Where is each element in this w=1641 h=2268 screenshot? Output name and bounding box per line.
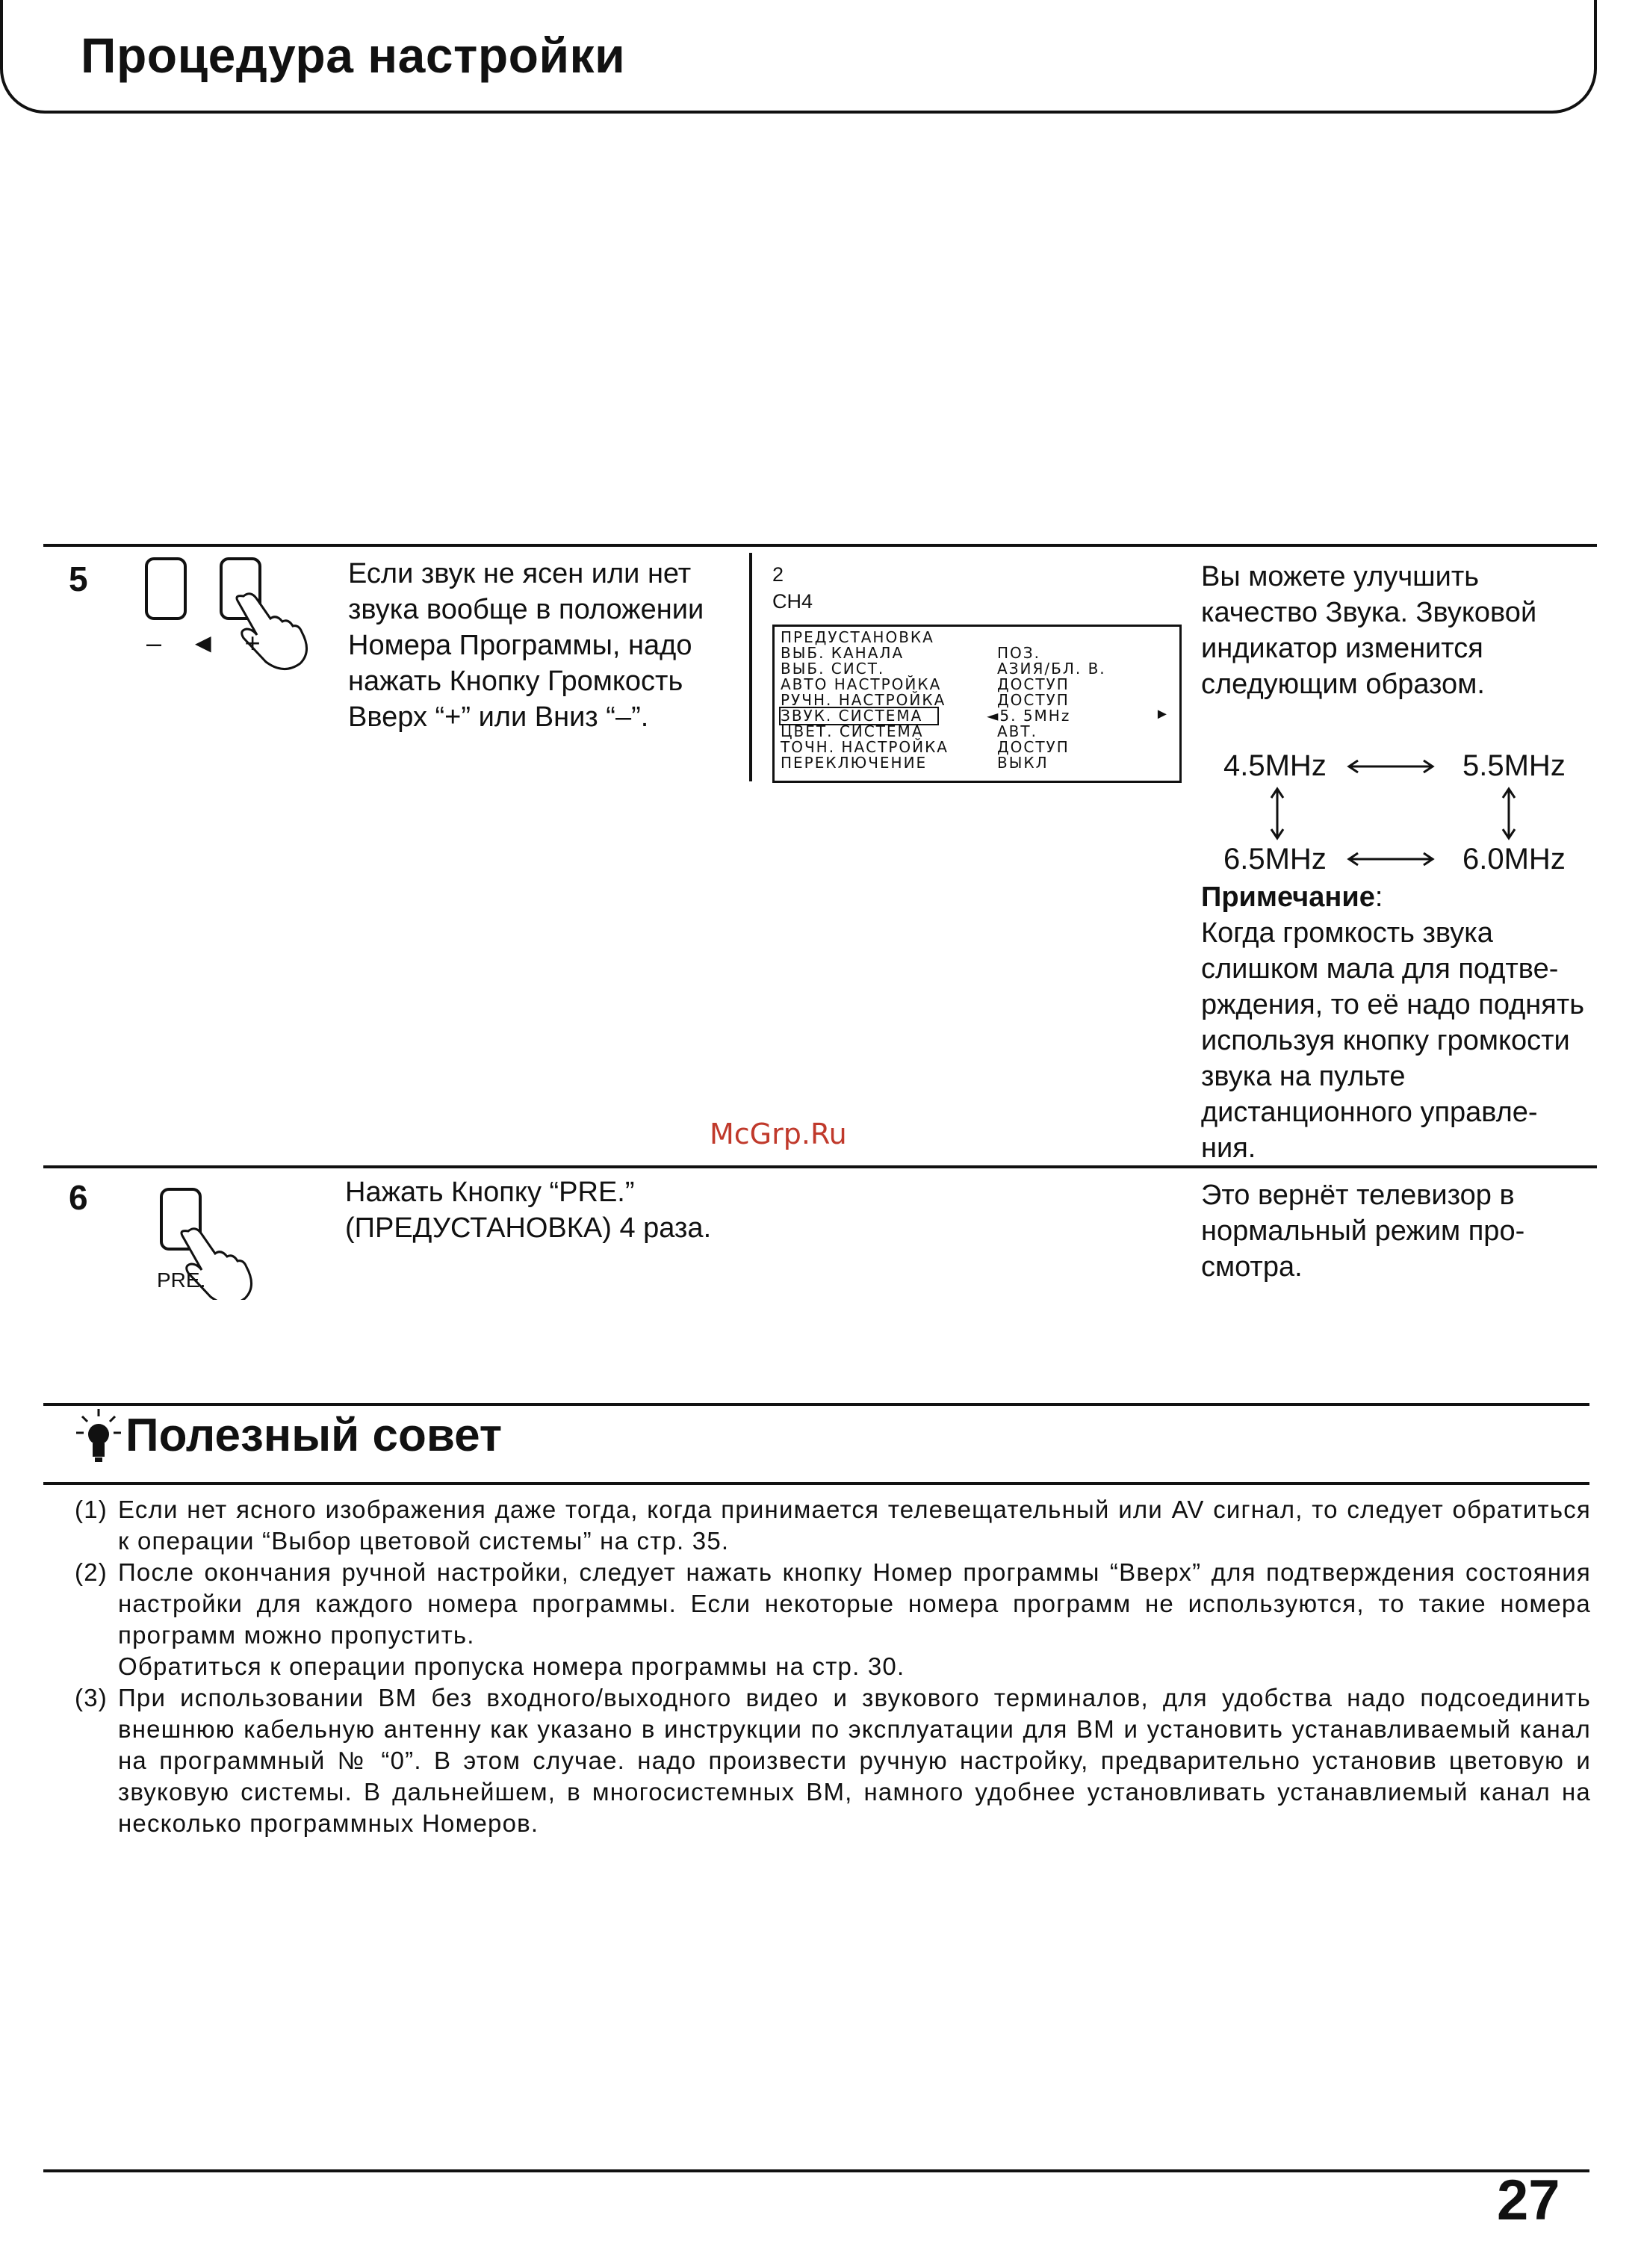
- watermark: McGrp.Ru: [710, 1118, 847, 1150]
- right-arrow-icon: ►: [1155, 706, 1170, 722]
- tip-item-2-continued: Обратиться к операции пропуска номера программы на стр. 30.: [118, 1652, 905, 1680]
- menu-row-7: ТОЧН. НАСТРОЙКА ДОСТУП: [781, 738, 1070, 756]
- menu-row-6: ЦВЕТ. СИСТЕМА АВТ.: [781, 722, 1037, 740]
- tip-title-underline: [43, 1482, 1589, 1485]
- tip-item-1: (1) Если нет ясного изображения даже тогда, когда принимается телевещательный или AV сигнал, то следует обратиться к операции “Выбор цветовой системы” на стр. 35.: [75, 1496, 1591, 1555]
- tip-item-2: (2) После окончания ручной настройки, следует нажать кнопку Номер программы “Вверх” для подтверждения состояния настройки для каждого номера программы. Если некоторые номера программ не используются, то такие номера программ можно пропустить.: [75, 1558, 1591, 1649]
- pre-button-label: PRE.: [157, 1268, 206, 1292]
- volume-button-labels: – ◄ +: [146, 628, 271, 658]
- menu-row-selected: ЗВУК. СИСТЕМА ◄5. 5MHz: [781, 707, 1071, 725]
- tip-title: Полезный совет: [125, 1410, 503, 1461]
- note-label: Примечание: [1201, 882, 1375, 913]
- freq-6-0: 6.0MHz: [1462, 843, 1566, 876]
- step5-top-rule: [43, 544, 1597, 547]
- note-heading: [1201, 879, 1383, 915]
- preset-menu-screen: [772, 625, 1182, 783]
- step5-number: 5: [69, 560, 88, 598]
- freq-4-5: 4.5MHz: [1223, 749, 1327, 782]
- tips-list: [75, 1494, 1591, 1839]
- tip-item-3: (3) При использовании ВМ без входного/выходного видео и звукового терминалов, для удобства надо подсоединить внешнюю кабельную антенну как указано в инструкции по эксплуатации для ВМ и установить устанавливаемый канал на программный № “0”. В этом случае. надо произвести ручную настройку, предварительно установив цветовую и звуковую системы. В дальнейшем, в многосистемных ВМ, намного удобнее установливать устанавлиемый канал на несколько программных Номеров.: [75, 1684, 1591, 1837]
- lightbulb-icon: [75, 1407, 122, 1468]
- page-title: Процедура настройки: [81, 28, 626, 83]
- step5-divider: [749, 553, 752, 781]
- note-text: Когда громкость звука слишком мала для подтве-рждения, то её надо поднять используя кнопку громкости звука на пульте дистанционного управле-ния.: [1201, 917, 1585, 1164]
- menu-row-2: ВЫБ. СИСТ. АЗИЯ/БЛ. В.: [781, 660, 1106, 678]
- step6-top-rule: [43, 1165, 1597, 1168]
- screen-channel: CH4: [772, 590, 813, 613]
- screen-prog-number: 2: [772, 563, 784, 586]
- page-number: 27: [1497, 2169, 1560, 2232]
- step6-number: 6: [69, 1178, 88, 1217]
- footer-rule: [43, 2169, 1589, 2172]
- freq-6-5: 6.5MHz: [1223, 843, 1327, 876]
- step5-instruction: Если звук не ясен или нет звука вообще в положении Номера Программы, надо нажать Кнопку Громкость Вверх “+” или Вниз “–”.: [348, 558, 704, 733]
- step6-result: Это вернёт телевизор в нормальный режим про-смотра.: [1201, 1180, 1525, 1283]
- frequency-cycle-arrows: [1195, 747, 1583, 885]
- menu-row-0: ПРЕДУСТАНОВКА: [781, 628, 934, 646]
- menu-row-4: РУЧН. НАСТРОЙКА ДОСТУП: [781, 691, 1070, 709]
- menu-row-3: АВТО НАСТРОЙКА ДОСТУП: [781, 675, 1070, 693]
- step6-instruction: Нажать Кнопку “PRE.” (ПРЕДУСТАНОВКА) 4 раза.: [345, 1177, 712, 1244]
- menu-row-1: ВЫБ. КАНАЛА ПОЗ.: [781, 644, 1040, 662]
- freq-5-5: 5.5MHz: [1462, 749, 1566, 782]
- step5-note-intro: Вы можете улучшить качество Звука. Звуковой индикатор изменится следующим образом.: [1201, 561, 1537, 700]
- note-colon: :: [1374, 882, 1383, 913]
- menu-row-8: ПЕРЕКЛЮЧЕНИЕ ВЫКЛ: [781, 754, 1049, 772]
- tip-top-rule: [43, 1403, 1589, 1406]
